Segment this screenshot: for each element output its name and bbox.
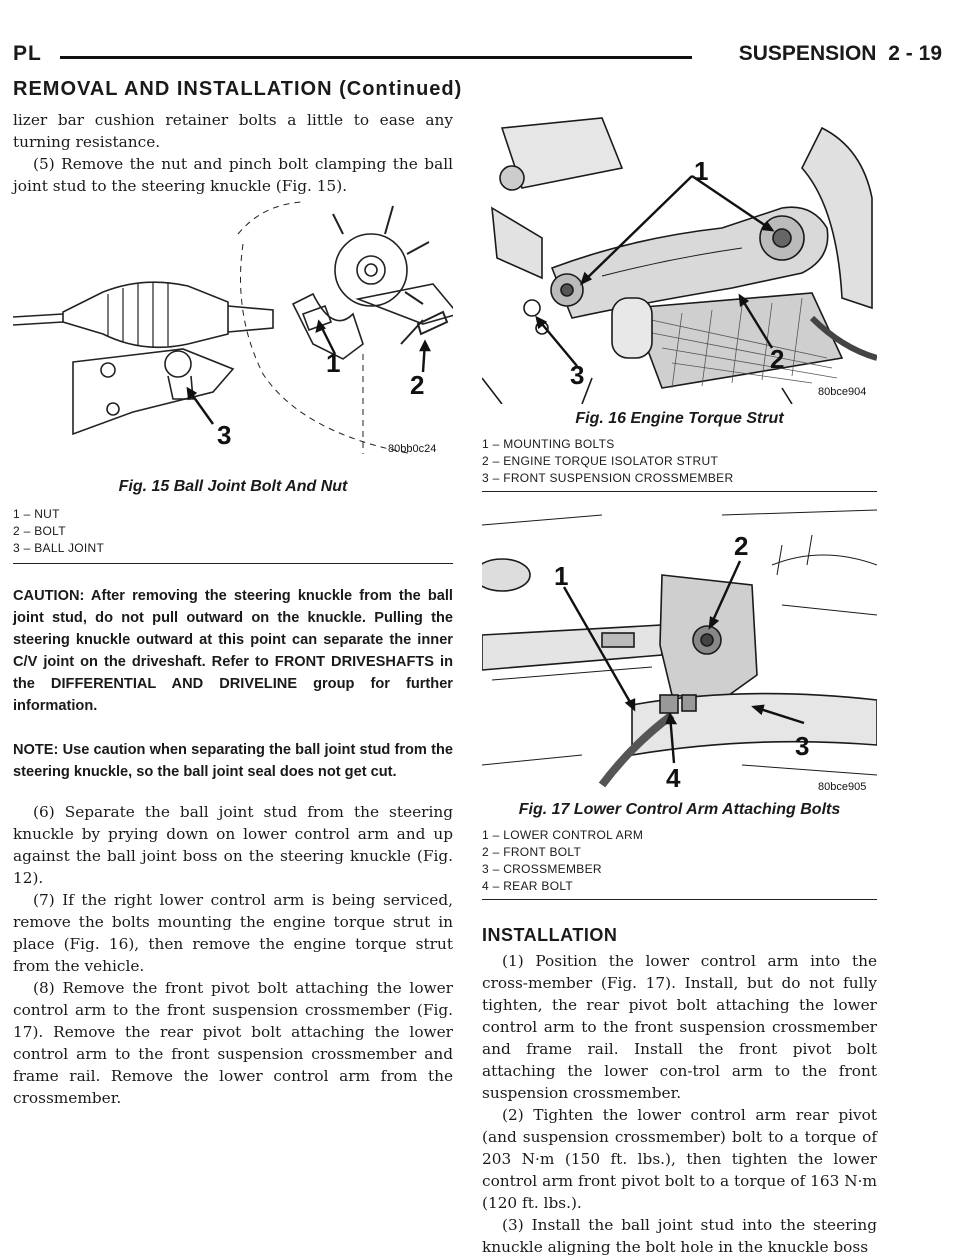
install-step-2: (2) Tighten the lower control arm rear pivot (and suspension crossmember) bolt to a torque of 203 N·m (150 ft. lbs.), then tighten the lower control arm front pivot bolt to a torque of 163 N·m (120 ft. lbs.). bbox=[482, 1106, 877, 1212]
fig16-callout-1: 1 bbox=[694, 156, 709, 186]
fig16-callout-3: 3 bbox=[570, 360, 585, 390]
fig16-legend-item: 3 – FRONT SUSPENSION CROSSMEMBER bbox=[482, 471, 734, 485]
fig17-callout-1: 1 bbox=[554, 561, 569, 591]
step-8: (8) Remove the front pivot bolt attaching the lower control arm to the front suspension crossmember (Fig. 17). Remove the rear pivot bolt attaching the lower control arm to the front suspension crossmember and frame rail. Remove the lower control arm from the crossmember. bbox=[13, 979, 453, 1107]
note-block: NOTE: Use caution when separating the ball joint stud from the steering knuckle, so the ball joint seal does not get cut. bbox=[13, 742, 453, 780]
fig17-illustration bbox=[482, 505, 877, 795]
fig16-code: 80bce904 bbox=[818, 386, 867, 398]
fig16-rule bbox=[482, 491, 877, 492]
figure-17 bbox=[482, 505, 877, 900]
fig17-rule bbox=[482, 899, 877, 900]
control-arm-bar bbox=[482, 625, 662, 670]
header-model-code: PL bbox=[13, 42, 42, 65]
installation-section bbox=[482, 925, 877, 1258]
fig15-legend-item: 1 – NUT bbox=[13, 507, 60, 521]
fig15-legend-item: 3 – BALL JOINT bbox=[13, 541, 105, 555]
header-rule bbox=[60, 56, 692, 59]
fig16-title: Fig. 16 Engine Torque Strut bbox=[575, 410, 784, 427]
fig16-legend-item: 1 – MOUNTING BOLTS bbox=[482, 437, 615, 451]
left-lower-text bbox=[13, 585, 453, 1109]
fig17-callout-4: 4 bbox=[666, 763, 681, 793]
fig17-callout-3: 3 bbox=[795, 731, 810, 761]
fig15-rule bbox=[13, 563, 453, 564]
step-7: (7) If the right lower control arm is being serviced, remove the bolts mounting the engine torque strut in place (Fig. 16), then remove the engine torque strut from the vehicle. bbox=[13, 891, 453, 975]
ball-joint-outline bbox=[165, 351, 191, 377]
step-6: (6) Separate the ball joint stud from the steering knuckle by prying down on lower control arm and up against the ball joint boss on the steering knuckle (Fig. 12). bbox=[13, 803, 453, 887]
figure-16 bbox=[482, 108, 877, 492]
fig16-callout-2: 2 bbox=[770, 344, 785, 374]
fig15-callout-3: 3 bbox=[217, 420, 232, 450]
step-5: (5) Remove the nut and pinch bolt clamping the ball joint stud to the steering knuckle (Fig. 15). bbox=[13, 155, 453, 195]
fig17-legend-item: 2 – FRONT BOLT bbox=[482, 845, 582, 859]
fig15-illustration bbox=[13, 194, 453, 470]
fig17-legend-item: 1 – LOWER CONTROL ARM bbox=[482, 828, 644, 842]
cv-boot-outline bbox=[63, 282, 228, 347]
fig15-title: Fig. 15 Ball Joint Bolt And Nut bbox=[118, 478, 348, 495]
fig16-legend-item: 2 – ENGINE TORQUE ISOLATOR STRUT bbox=[482, 454, 719, 468]
control-arm-outline bbox=[73, 349, 233, 434]
install-step-3: (3) Install the ball joint stud into the steering knuckle aligning the bolt hole in the knuckle boss bbox=[482, 1216, 877, 1256]
caution-block: CAUTION: After removing the steering knuckle from the ball joint stud, do not pull outward on the knuckle. Pulling the steering knuckle outward at this point can separate the inner C/V joint on the driveshaft. Refer to FRONT DRIVESHAFTS in the DIFFERENTIAL AND DRIVELINE group for further information. bbox=[13, 588, 453, 714]
fig16-illustration bbox=[482, 108, 877, 404]
fig15-callout-1: 1 bbox=[326, 348, 341, 378]
hub-outline bbox=[335, 234, 407, 306]
fig17-legend-item: 4 – REAR BOLT bbox=[482, 879, 574, 893]
header-section bbox=[733, 42, 942, 66]
fig17-code: 80bce905 bbox=[818, 781, 867, 793]
fig17-callout-2: 2 bbox=[734, 531, 749, 561]
header-page-number: 2 - 19 bbox=[888, 42, 942, 65]
section-continued-title: REMOVAL AND INSTALLATION (Continued) bbox=[13, 78, 463, 100]
intro-paragraph: lizer bar cushion retainer bolts a little to ease any turning resistance. bbox=[13, 111, 453, 151]
figure-15 bbox=[13, 194, 453, 564]
left-intro-text bbox=[13, 109, 453, 197]
fig15-legend-item: 2 – BOLT bbox=[13, 524, 66, 538]
fig17-legend-item: 3 – CROSSMEMBER bbox=[482, 862, 602, 876]
fig15-callout-2: 2 bbox=[410, 370, 425, 400]
fig17-title: Fig. 17 Lower Control Arm Attaching Bolts bbox=[518, 801, 841, 818]
header-section-name: SUSPENSION bbox=[738, 42, 877, 65]
fig15-code: 80bb0c24 bbox=[388, 443, 437, 455]
bolt-outline bbox=[401, 312, 447, 344]
installation-heading: INSTALLATION bbox=[482, 925, 618, 945]
install-step-1: (1) Position the lower control arm into the cross-member (Fig. 17). Install, but do not fully tighten, the rear pivot bolt attaching the lower control arm to the front suspension crossmember and frame rail. Install the front pivot bolt attaching the lower con-trol arm to the front suspension crossmember. bbox=[482, 952, 877, 1102]
